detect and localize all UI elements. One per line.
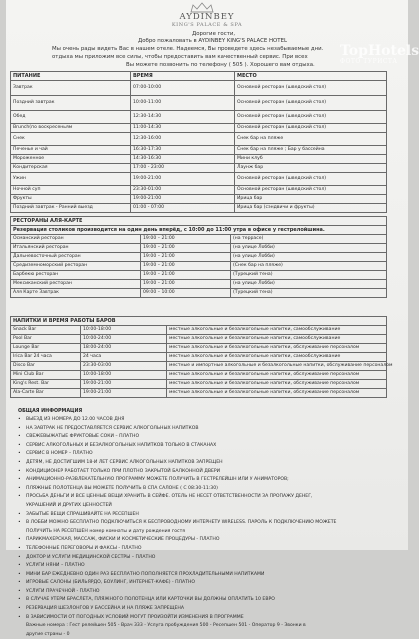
meal-time: 14:30-16:30 — [131, 155, 235, 164]
list-item: • ПАРИКМАХЕРСКАЯ, МАССАЖ, ФИСКИ И КОСМЕТИЧЕСКИЕ ПРОЦЕДУРЫ - ПЛАТНО — [16, 536, 386, 545]
table-row — [11, 204, 387, 213]
meal-place: Снек бар на пляже — [235, 133, 387, 146]
table-row — [11, 271, 387, 280]
bar-drinks: местные алкогольные и безалкогольные напитки, самообслуживание — [167, 326, 387, 335]
restaurant-place: (на улице Лобби) — [231, 280, 387, 289]
meals-col-place: МЕСТО — [235, 72, 387, 81]
bar-name: Pool Bar — [11, 335, 81, 344]
bar-name: Snack Bar — [11, 326, 81, 335]
table-row — [11, 280, 387, 289]
phone-numbers-cont: другие страны - 0 — [26, 631, 70, 637]
list-item: • РЕЗЕРВАЦИЯ ШЕЗЛОНГОВ У БАССЕЙНА И НА ПЛЯЖЕ ЗАПРЕЩЕНА — [16, 605, 386, 614]
table-row — [11, 96, 387, 111]
meal-time: 23:30-01:00 — [131, 186, 235, 195]
restaurant-time: 19:00 – 21:00 — [141, 262, 231, 271]
meal-name: Фрукты — [11, 195, 131, 204]
bar-drinks: местные алкогольные и безалкогольные напитки, обслуживание персоналом — [167, 344, 387, 353]
meal-time: 10:00-11:00 — [131, 96, 235, 111]
restaurant-time: 19:00 – 21:00 — [141, 235, 231, 244]
restaurant-time: 19:00 – 21:00 — [141, 244, 231, 253]
bar-name: Lounge Bar — [11, 344, 81, 353]
meal-time: 19:00-21:00 — [131, 195, 235, 204]
meal-name: Brunch(по воскресеньям — [11, 124, 131, 133]
table-row — [11, 353, 387, 362]
phone-numbers: Важные номера : Гест релейшен 505 - Врач 333 - Услуга пробуждения 500 - Ресепшен 501 - Оператор 9 - Звонки в — [26, 623, 306, 629]
bar-hours: 10:00-18:00 — [81, 326, 167, 335]
watermark-logo: TopHotels — [340, 43, 419, 59]
table-row — [11, 326, 387, 335]
table-row — [11, 164, 387, 173]
bar-hours: 10:00-18:00 — [81, 371, 167, 380]
list-item: • ПЛЯЖНЫЕ ПОЛОТЕНЦА ВЫ МОЖЕТЕ ПОЛУЧИТЬ В СПА САЛОНЕ ( С 08:30-11:30) — [16, 485, 386, 494]
meal-name: Кондитерская — [11, 164, 131, 173]
meal-place: Основной ресторан (шведский стол) — [235, 81, 387, 96]
list-item: ПОЛУЧИТЬ НА РЕСЕПШЕН номер комнаты и дату рождения гостя — [26, 528, 186, 534]
table-row — [11, 146, 387, 155]
bar-hours: 18:00-24:00 — [81, 344, 167, 353]
list-item: • МИНИ БАР ЕЖЕДНЕВНО ОДИН РАЗ БЕСПЛАТНО ПОПОЛНЯЕТСЯ ПРОХЛАДИТЕЛЬНЫМИ НАПИТКАМИ — [16, 571, 386, 580]
list-item: • ТЕЛЕФОННЫЕ ПЕРЕГОВОРЫ И ФАКСЫ - ПЛАТНО — [16, 545, 386, 554]
list-item: • ДЕТЯМ, НЕ ДОСТИГШИМ 18-И ЛЕТ СЕРВИС АЛКОГОЛЬНЫХ НАПИТКОВ ЗАПРЕЩЕН — [16, 459, 386, 468]
meal-place: Мини клуб — [235, 155, 387, 164]
bar-drinks: местные и импортные алкогольные и безалкогольные напитки, обслуживание персоналом — [167, 362, 387, 371]
meal-time: 11:00-14:30 — [131, 124, 235, 133]
restaurant-name: Барбекю ресторан — [11, 271, 141, 280]
table-row — [11, 389, 387, 398]
meal-time: 12:30-14:30 — [131, 111, 235, 124]
restaurant-place: (на улице Лобби) — [231, 244, 387, 253]
meals-col-time: ВРЕМЯ — [131, 72, 235, 81]
meal-time: 16:30-17:30 — [131, 146, 235, 155]
restaurant-place: (Турецкий тена) — [231, 289, 387, 298]
list-item: УКРАШЕНИЙ И ДРУГИХ ЦЕННОСТЕЙ — [26, 502, 112, 508]
list-item: • В СЛУЧАЕ УТЕРИ БРАСЛЕТА, ПЛЯЖНОГО ПОЛОТЕНЦА ИЛИ КАРТОЧКИ ВЫ ДОЛЖНЫ ОПЛАТИТЬ 10 ЕВРО — [16, 596, 386, 605]
restaurant-name: Средиземноморский ресторан — [11, 262, 141, 271]
table-row — [11, 111, 387, 124]
bar-drinks: местные алкогольные и безалкогольные напитки, самообслуживание — [167, 335, 387, 344]
meal-name: Снек — [11, 133, 131, 146]
bar-name: Mini Club Bar — [11, 371, 81, 380]
alacarte-table — [10, 216, 387, 298]
bar-name: Ala-Carte Bar — [11, 389, 81, 398]
meal-name: Печенье и чай — [11, 146, 131, 155]
bar-drinks: местные алкогольные и безалкогольные напитки, обслуживание персоналом — [167, 380, 387, 389]
table-row — [11, 362, 387, 371]
restaurant-name: Османский ресторан — [11, 235, 141, 244]
greeting-line-3: отдыха мы приложим все силы, чтобы предоставить вам качественный сервис. При всех — [52, 54, 308, 60]
table-row — [11, 195, 387, 204]
watermark-caption: ФОТО ТУРИСТА — [340, 58, 398, 65]
list-item: • СЕРВИС АЛКОГОЛЬНЫХ И БЕЗАЛКОГОЛЬНЫХ НАПИТКОВ ТОЛЬКО В СТАКАНАХ — [16, 442, 386, 451]
list-item: • СВЕЖЕВЫЖАТЫЕ ФРУКТОВЫЕ СОКИ – ПЛАТНО — [16, 433, 386, 442]
table-row — [11, 124, 387, 133]
list-item: • В ЛОББИ МОЖНО БЕСПЛАТНО ПОДКЛЮЧИТЬСЯ К БЕСПРОВОДНОМУ ИНТЕРНЕТУ WIRELESS. ПАРОЛЬ К ПОДКЛЮЧЕНИЮ МОЖЕТЕ — [16, 519, 386, 528]
meal-name: Мороженное — [11, 155, 131, 164]
meals-col-meal: ПИТАНИЕ — [11, 72, 131, 81]
meal-place: Основной ресторан (шведский стол) — [235, 96, 387, 111]
meal-place: Снек бар на пляже ; Бар у бассейна — [235, 146, 387, 155]
restaurant-name: Итальянский ресторан — [11, 244, 141, 253]
meal-time: 12:30-16:00 — [131, 133, 235, 146]
table-row — [11, 371, 387, 380]
table-row — [11, 262, 387, 271]
general-info-list — [16, 416, 386, 639]
bar-hours: 24 часа — [81, 353, 167, 362]
table-row — [11, 186, 387, 195]
restaurant-time: 19:00 – 21:00 — [141, 271, 231, 280]
table-row — [11, 289, 387, 298]
list-item: • ПРОСЬБА ДЕНЬГИ И ВСЕ ЦЕННЫЕ ВЕЩИ ХРАНИТЬ В СЕЙФЕ. ОТЕЛЬ НЕ НЕСЕТ ОТВЕТСТВЕННОСТИ ЗА ПРОПАЖУ ДЕНЕГ, — [16, 493, 386, 502]
restaurant-place: (на террасе) — [231, 235, 387, 244]
list-item: • АНИМАЦИОННО-РАЗВЛЕКАТЕЛЬНУЮ ПРОГРАММУ МОЖЕТЕ ПОЛУЧИТЬ В ГЕСТРЕЛЕЙШН ИЛИ У АНИМАТОРОВ; — [16, 476, 386, 485]
restaurant-name: Аля Карте Завтрак — [11, 289, 141, 298]
table-row — [11, 133, 387, 146]
meal-place: Ирица бар — [235, 195, 387, 204]
brand-name: AYDINBEY — [179, 12, 235, 22]
table-row — [11, 173, 387, 186]
meals-table — [10, 71, 387, 213]
bar-name: Disco Bar — [11, 362, 81, 371]
restaurant-place: (Турецкий тена) — [231, 271, 387, 280]
meal-time: 07:00-10:00 — [131, 81, 235, 96]
meal-place: Основной ресторан (шведский стол) — [235, 186, 387, 195]
meal-place: Ирица бар (сэндвичи и фрукты) — [235, 204, 387, 213]
meal-place: Лаунж бар — [235, 164, 387, 173]
meal-place: Основной ресторан (шведский стол) — [235, 111, 387, 124]
table-row — [11, 155, 387, 164]
list-item: • ВЫЕЗД ИЗ НОМЕРА ДО 12.00 ЧАСОВ ДНЯ — [16, 416, 386, 425]
list-item: • КОНДИЦИОНЕР РАБОТАЕТ ТОЛЬКО ПРИ ПЛОТНО ЗАКРЫТОЙ БАЛКОННОЙ ДВЕРИ — [16, 468, 386, 477]
list-item: • СЕРВИС В НОМЕР – ПЛАТНО — [16, 450, 386, 459]
table-row — [11, 335, 387, 344]
brand-subtitle: KING'S PALACE & SPA — [171, 22, 243, 28]
restaurant-time: 19:00 – 21:00 — [141, 253, 231, 262]
bar-name: Irica Bar 24 часа — [11, 353, 81, 362]
bar-hours: 19:00-21:00 — [81, 380, 167, 389]
meal-name: Ужин — [11, 173, 131, 186]
list-item: • УСЛУГИ НЯНИ – ПЛАТНО — [16, 562, 386, 571]
table-row — [11, 380, 387, 389]
meal-name: Поздний завтрак - Ранний выезд — [11, 204, 131, 213]
meal-name: Ночной суп — [11, 186, 131, 195]
table-row — [11, 244, 387, 253]
list-item: • УСЛУГИ ПРАЧЕЧНОЙ - ПЛАТНО — [16, 588, 386, 597]
table-row — [11, 253, 387, 262]
meal-place: Основной ресторан (шведский стол) — [235, 173, 387, 186]
bars-title: НАПИТКИ И ВРЕМЯ РАБОТЫ БАРОВ — [11, 317, 387, 326]
list-item: • ДОКТОР И УСЛУГИ МЕДИЦИНСКОЙ СЕСТРЫ – ПЛАТНО — [16, 554, 386, 563]
list-item: • ЗАБЫТЫЕ ВЕЩИ СПРАШИВАЙТЕ НА РЕСЕПШЕН — [16, 511, 386, 520]
bar-drinks: местные алкогольные и безалкогольные напитки, обслуживание персоналом — [167, 371, 387, 380]
greeting-line-4: Вы можете позвонить по телефону ( 505 ). Хорошего вам отдыха. — [126, 62, 315, 68]
greeting-line-1: Добро пожаловать в AYDINBEY KING'S PALACE HOTEL — [138, 38, 287, 44]
list-item: • ИГРОВЫЕ САЛОНЫ (БИЛЬЯРДО, БОУЛИНГ, ИНТЕРНЕТ-КАФЕ) - ПЛАТНО — [16, 579, 386, 588]
general-info-title: ОБЩАЯ ИНФОРМАЦИЯ — [18, 409, 83, 414]
meals-header-row — [11, 72, 387, 81]
table-row — [11, 81, 387, 96]
meal-name: Поздний завтрак — [11, 96, 131, 111]
restaurant-time: 19:00 – 21:00 — [141, 280, 231, 289]
bar-drinks: местные алкогольные и безалкогольные напитки, самообслуживание — [167, 353, 387, 362]
table-row — [11, 344, 387, 353]
meal-time: 01:00 - 07:00 — [131, 204, 235, 213]
meal-name: Завтрак — [11, 81, 131, 96]
alacarte-note: Резервация столиков производится на один день вперёд, с 10:00 до 11:00 утра в офисе у гестрелойшина. — [11, 226, 387, 235]
restaurant-time: 09:00 – 10:00 — [141, 289, 231, 298]
bar-hours: 10:00-24:00 — [81, 335, 167, 344]
table-row — [11, 235, 387, 244]
bar-drinks: местные алкогольные и безалкогольные напитки, обслуживание персоналом — [167, 389, 387, 398]
bar-hours: 23:30-03:00 — [81, 362, 167, 371]
greeting-line-2: Мы очень рады видеть Вас в нашем отеле. Надеемся, Вы проведете здесь незабываемые дни. — [52, 46, 324, 52]
bar-hours: 19:00-21:00 — [81, 389, 167, 398]
hotel-info-sheet — [6, 0, 419, 637]
meal-place: Основной ресторан (шведский стол) — [235, 124, 387, 133]
list-item: • НА ЗАВТРАК НЕ ПРЕДОСТАВЛЯЕТСЯ СЕРВИС АЛКОГОЛЬНЫХ НАПИТКОВ — [16, 425, 386, 434]
restaurant-place: (на улице Лобби) — [231, 253, 387, 262]
restaurant-place: (Снек бар на пляже) — [231, 262, 387, 271]
bar-name: King's Rest. Bar — [11, 380, 81, 389]
meal-time: 19:00-21:00 — [131, 173, 235, 186]
list-item: • В ЗАВИСИМОСТИ ОТ ПОГОДНЫХ УСЛОВИЙ МОГУТ ПРОИЗОЙТИ ИЗМЕНЕНИЯ В ПРОГРАММЕ — [16, 614, 386, 623]
greeting-title: Дорогие гости, — [192, 31, 236, 37]
bars-table — [10, 316, 393, 398]
meal-name: Обед — [11, 111, 131, 124]
alacarte-title: РЕСТОРАНЫ АЛЯ-КАРТЕ — [11, 217, 387, 226]
restaurant-name: Дальневосточный ресторан — [11, 253, 141, 262]
meal-time: 17:00 - 23:00 — [131, 164, 235, 173]
restaurant-name: Мексиканский ресторан — [11, 280, 141, 289]
